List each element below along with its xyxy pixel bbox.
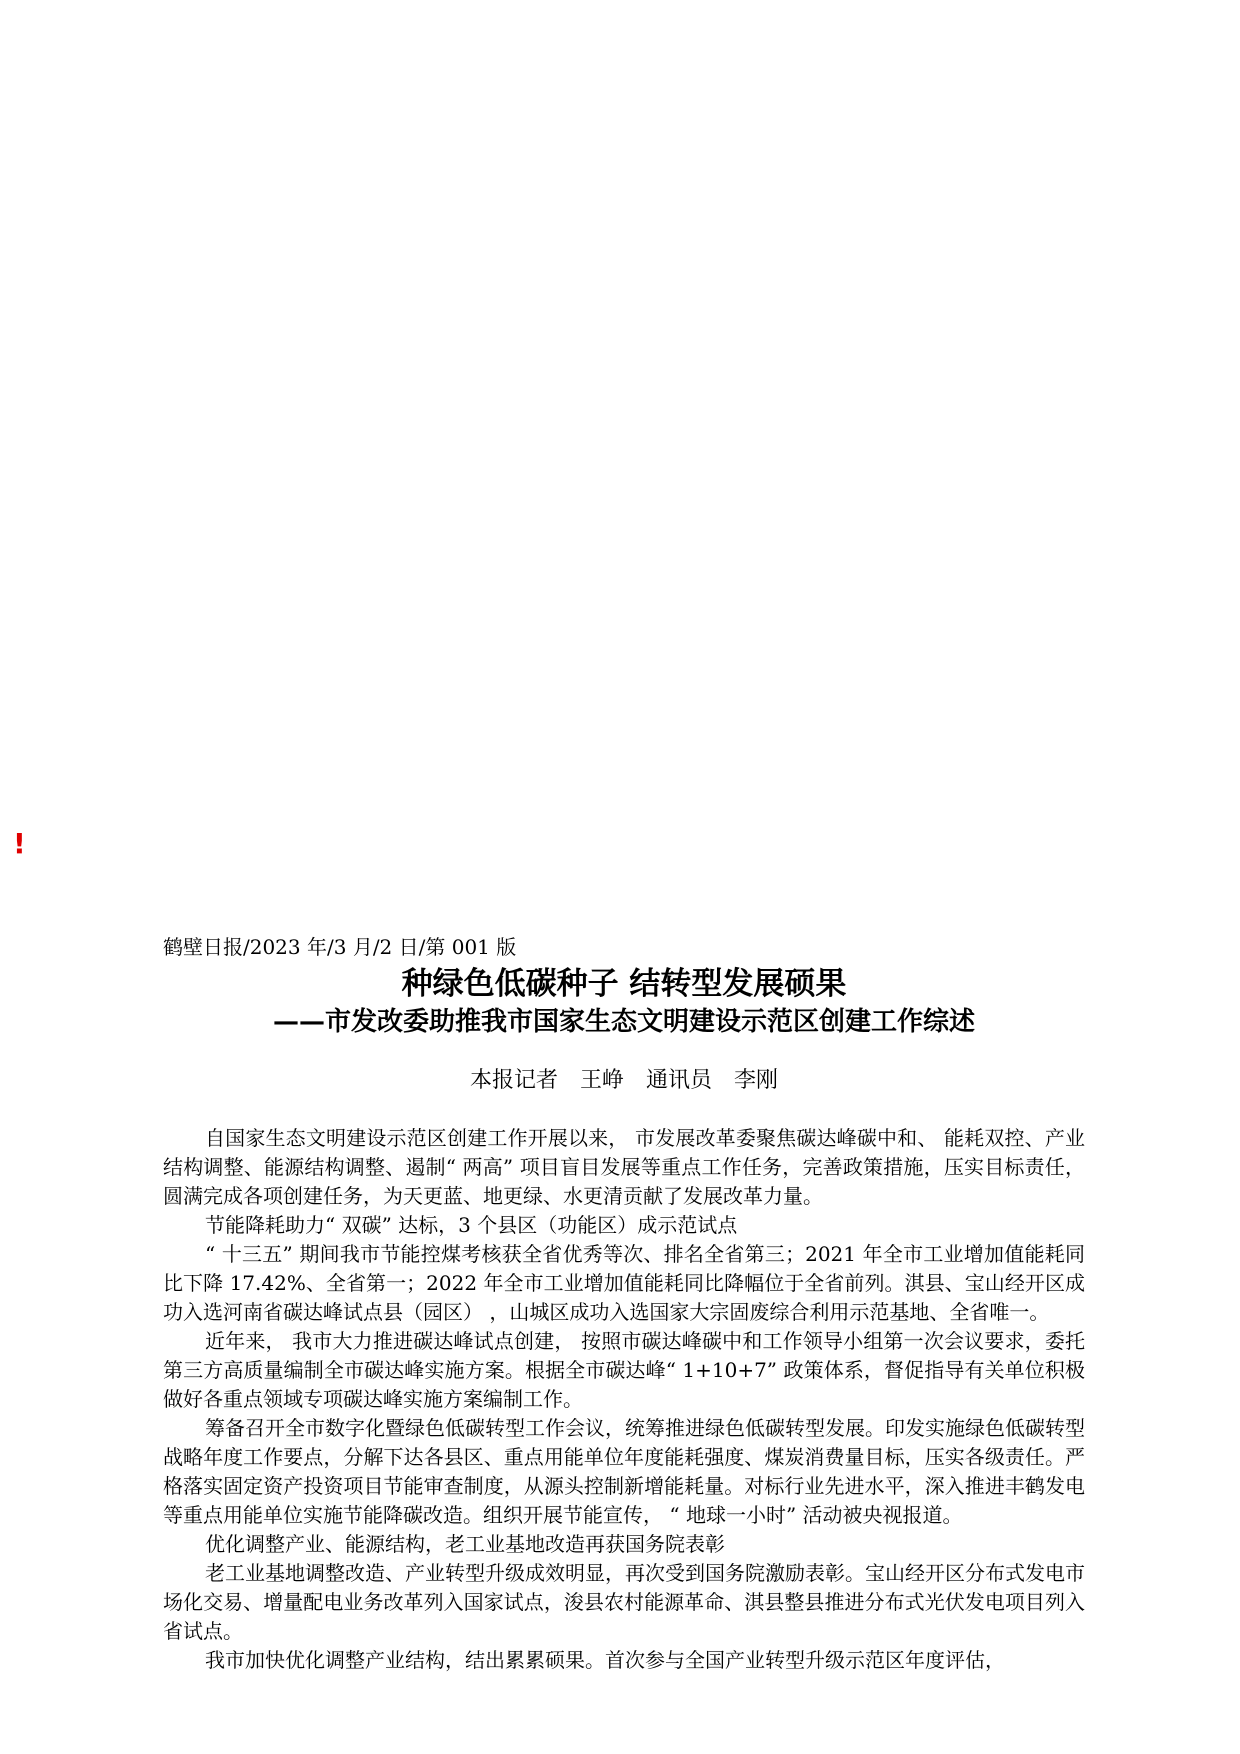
article-subtitle: ——市发改委助推我市国家生态文明建设示范区创建工作综述 bbox=[272, 1007, 975, 1037]
paragraph: 我市加快优化调整产业结构，结出累累硕果。首次参与全国产业转型升级示范区年度评估， bbox=[205, 1648, 1005, 1672]
paragraph: 近年来， 我市大力推进碳达峰试点创建， 按照市碳达峰碳中和工作领导小组第一次会议要求，委托第三方高质量编制全市碳达峰实施方案。根据全市碳达峰“ 1+10+7” 政策体系，督促指导有关单位积极做好各重点领域专项碳达峰实施方案编制工作。 bbox=[163, 1329, 1085, 1411]
reporter-name: 王峥 bbox=[579, 1068, 624, 1093]
dateline: 鹤壁日报/2023 年/3 月/2 日/第 001 版 bbox=[163, 935, 517, 959]
section-heading: 节能降耗助力“ 双碳” 达标，3 个县区（功能区）成示范试点 bbox=[205, 1213, 738, 1237]
article bbox=[163, 930, 1085, 1675]
article-title: 种绿色低碳种子 结转型发展硕果 bbox=[401, 966, 847, 1002]
paragraph: 老工业基地调整改造、产业转型升级成效明显，再次受到国务院激励表彰。宝山经开区分布式发电市场化交易、增量配电业务改革列入国家试点，浚县农村能源革命、淇县整县推进分布式光伏发电项目列入省试点。 bbox=[163, 1561, 1085, 1643]
byline bbox=[163, 1064, 1085, 1098]
red-exclamation-mark: ! bbox=[13, 827, 26, 860]
correspondent-label: 通讯员 bbox=[646, 1068, 713, 1093]
reporter-label: 本报记者 bbox=[469, 1068, 558, 1093]
paragraph: 自国家生态文明建设示范区创建工作开展以来， 市发展改革委聚焦碳达峰碳中和、 能耗双控、产业结构调整、能源结构调整、遏制“ 两高” 项目盲目发展等重点工作任务，完善政策措施，压实目标责任，圆满完成各项创建任务，为天更蓝、地更绿、水更清贡献了发展改革力量。 bbox=[163, 1126, 1085, 1208]
paragraph: “ 十三五” 期间我市节能控煤考核获全省优秀等次、排名全省第三；2021 年全市工业增加值能耗同比下降 17.42%、全省第一；2022 年全市工业增加值能耗同比降幅位于全省前列。淇县、宝山经开区成功入选河南省碳达峰试点县（园区） ，山城区成功入选国家大宗固废综合利用示范基地、全省唯一。 bbox=[163, 1242, 1085, 1324]
correspondent-name: 李刚 bbox=[734, 1068, 779, 1093]
paragraph: 筹备召开全市数字化暨绿色低碳转型工作会议，统筹推进绿色低碳转型发展。印发实施绿色低碳转型战略年度工作要点，分解下达各县区、重点用能单位年度能耗强度、煤炭消费量目标，压实各级责任。严格落实固定资产投资项目节能审查制度，从源头控制新增能耗量。对标行业先进水平，深入推进丰鹤发电等重点用能单位实施节能降碳改造。组织开展节能宣传， “ 地球一小时” 活动被央视报道。 bbox=[163, 1416, 1085, 1527]
article-body bbox=[163, 1124, 1085, 1675]
section-heading: 优化调整产业、能源结构，老工业基地改造再获国务院表彰 bbox=[205, 1532, 725, 1556]
